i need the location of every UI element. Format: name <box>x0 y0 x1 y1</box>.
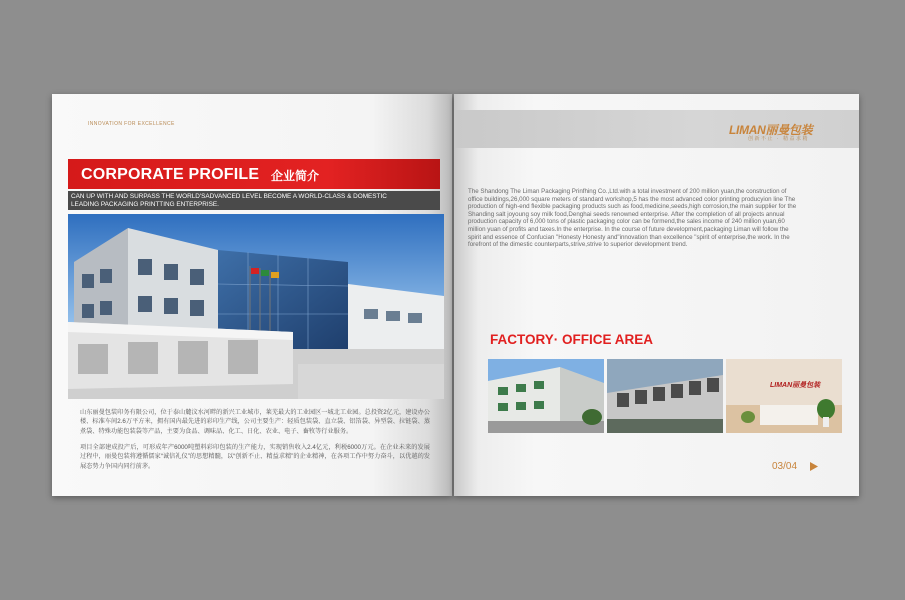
next-arrow-icon <box>810 462 818 471</box>
brochure-spread <box>52 94 859 496</box>
logo-slogan: 创新不止 · 精益求精 <box>748 136 809 142</box>
page-title-chinese: 企业简介 <box>271 169 320 183</box>
subtitle: CAN UP WITH AND SURPASS THE WORLD'SADVANCED LEVEL BECOME A WORLD-CLASS & DOMESTIC LEADING PACKAGING PRINTTING ENTERPRISE. <box>71 193 387 208</box>
company-logo: LIMAN丽曼包装 <box>729 123 813 137</box>
title-bar <box>68 159 440 189</box>
intro-paragraph-chinese-1: 山东丽曼包装印务有限公司，位于泰山麓汶水河畔的新兴工业城市，莱芜最大的工业园区一城北工业园。总投资2亿元，建设办公楼、标准车间2.6万平方米，拥有国内最先进的彩印生产线，公司主要生产：轻质包装袋、直立袋、铝箔袋、异型袋、拉链袋、蒸煮袋、特殊功能包装袋等产品，主要为食品、调味品、化工、日化、农业、电子、畜牧等行业服务。 <box>80 409 430 435</box>
header-band <box>454 110 859 148</box>
intro-paragraph-english: The Shandong The Liman Packaging Prinfhing Co.,Ltd.with a total investment of 200 million yuan,the construction of office buildings,26,000 square meters of standard workshop,5 has the most advanced color printing producyion line The production of high-end flexible packaging products such as food,medicine,seeds,high corrosion,the main supplier for the Shanding salt joyoung soy milk food,Denghai seeds renowned enterprise. After the completion of all projects annual production capacity of 6,000 tons of plastic packaging color can be formend,the sales income of 240 million yuan,60 million yuan of profits and taxes.In the enterprise. In the course of future development,packaging Liman will follow the spirit and essence of Confucian "Honesty Honesty and"innovation than excellence "spirit of enterprise,the work. In the forefront of the dimestic counterparts,strive,strive to superior development trend. <box>468 188 797 249</box>
section-title: FACTORY· OFFICE AREA <box>490 332 654 347</box>
factory-building-photo <box>68 214 444 399</box>
subtitle-bar <box>68 191 440 210</box>
reception-area-thumbnail <box>726 359 842 433</box>
reception-logo: LIMAN丽曼包装 <box>770 382 821 389</box>
page-title: CORPORATE PROFILE <box>81 166 260 183</box>
tagline: INNOVATION FOR EXCELLENCE <box>88 121 175 127</box>
page-number: 03/04 <box>772 461 798 472</box>
factory-photo-thumbnail <box>488 359 604 433</box>
intro-paragraph-chinese-2: 项目全部建成投产后，可形成年产6000吨塑料彩印包装的生产能力，实现销售收入2.4亿元，利税6000万元。在企业未来的发展过程中，丽曼包装将遵循儒家“诚信礼仪”的思想精髓，以“创新不止、精益求精”的企业精神，在各项工作中努力奋斗，以优越的发展态势力争国内同行前茅。 <box>80 444 430 470</box>
entrance-sign-thumbnail <box>607 359 723 433</box>
right-page <box>454 94 859 496</box>
left-page <box>52 94 452 496</box>
